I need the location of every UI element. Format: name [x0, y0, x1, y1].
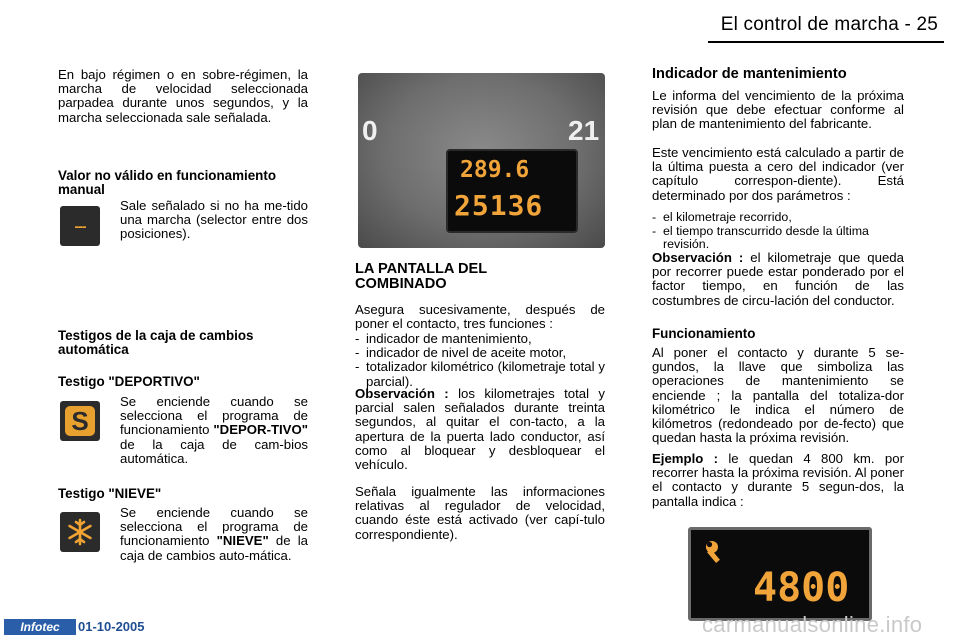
snowflake-icon [60, 512, 100, 552]
snow-text-a: Se enciende cuando se selecciona el programa de funcionamiento [120, 505, 308, 549]
invalid-gear-icon [60, 206, 100, 246]
example-label: Ejemplo : [652, 451, 719, 466]
section-heading: LA PANTALLA DEL COMBINADO [355, 261, 487, 292]
functioning-text: Al poner el contacto y durante 5 se-gundos, la llave que simboliza las operaciones de mantenimiento se enciende ; la pantalla del totaliza-dor kilométrico le indica el número de kilómetros (redondeado por de-fecto) que quedan hasta la próxima revisión. [652, 345, 904, 446]
list-item: - el kilometraje recorrido, [652, 211, 904, 225]
sport-text-a: Se enciende cuando se selecciona el programa de funcionamiento [120, 394, 308, 438]
page-title: El control de marcha - 25 [720, 14, 938, 35]
lcd-panel [446, 149, 578, 233]
obs-label: Observación : [355, 386, 449, 401]
col2-intro: Asegura sucesivamente, después de poner el contacto, tres funciones : [355, 302, 605, 332]
maintenance-display [688, 527, 872, 621]
parameters-list [652, 211, 904, 252]
wrench-icon [705, 540, 733, 566]
sport-mode-icon [60, 401, 100, 441]
list-item: - totalizador kilométrico (kilometraje total y parcial). [355, 360, 605, 388]
col2-observation [355, 387, 605, 472]
obs-text: el kilometraje que queda por recorrer puede estar ponderado por el factor tiempo, en función de las costumbres de circu-lación del conductor. [652, 250, 904, 308]
col1-intro: En bajo régimen o en sobre-régimen, la marcha de velocidad seleccionada parpadea durante unos segundos, y la marcha seleccionada sale señalada. [58, 67, 308, 125]
invalid-heading: Valor no válido en funcionamiento manual [58, 168, 276, 197]
col3-p2: Este vencimiento está calculado a partir de la última puesta a cero del indicador (ver capítulo correspon-diente). Está determinado por dos parámetros : [652, 145, 904, 203]
auto-heading: Testigos de la caja de cambios automática [58, 328, 254, 357]
sport-heading: Testigo "DEPORTIVO" [58, 374, 200, 389]
watermark: carmanualsonline.info [702, 612, 923, 637]
invalid-gear-icon-dashes: --- [74, 218, 86, 234]
sport-text [120, 395, 308, 466]
obs-label: Observación : [652, 250, 744, 265]
functioning-heading: Funcionamiento [652, 326, 756, 341]
snow-text-bold: "NIEVE" [216, 533, 269, 549]
obs-text: los kilometrajes total y parcial salen señalados durante treinta segundos, al quitar el con-tacto, a la apertura de la puerta lado conductor, así como al bloquear y desbloquear el vehículo. [355, 386, 606, 473]
list-item: - el tiempo transcurrido desde la última revisión. [652, 225, 904, 252]
col3-observation [652, 251, 904, 308]
invalid-text: Sale señalado si no ha me-tido una marcha (selector entre dos posiciones). [120, 198, 308, 242]
print-date: 01-10-2005 [78, 619, 145, 634]
lcd-trip: 289.6 [460, 157, 530, 183]
example-text [652, 452, 904, 509]
snow-heading: Testigo "NIEVE" [58, 486, 162, 501]
example-body: le quedan 4 800 km. por recorrer hasta la próxima revisión. Al poner el contacto y durante 5 segun-dos, la pantalla indica : [652, 451, 904, 509]
snowflake-icon-svg [65, 517, 95, 547]
sport-text-bold: "DEPOR-TIVO" [213, 422, 308, 438]
functions-list [355, 332, 605, 389]
snow-text-b: de la caja de cambios auto-mática. [120, 533, 308, 563]
lcd-total: 25136 [454, 189, 544, 222]
col2-extra: Señala igualmente las informaciones relativas al regulador de velocidad, cuando éste está activado (ver capí-tulo correspondiente). [355, 484, 605, 542]
list-item: - indicador de mantenimiento, [355, 332, 605, 346]
maintenance-heading: Indicador de mantenimiento [652, 66, 847, 82]
sport-text-b: de la caja de cam-bios automática. [120, 436, 308, 466]
instrument-display-photo [358, 73, 605, 248]
col3-p1: Le informa del vencimiento de la próxima revisión que debe efectuar conforme al plan de mantenimiento del fabricante. [652, 88, 904, 132]
snow-text [120, 506, 308, 563]
dial-mark-right: 21 [568, 115, 600, 146]
maintenance-km-readout: 4800 [753, 565, 850, 611]
infotec-logo: Infotec [4, 619, 76, 635]
dial-mark-left: 0 [362, 115, 378, 146]
sport-mode-letter: S [65, 406, 95, 436]
list-item: - indicador de nivel de aceite motor, [355, 346, 605, 360]
header-rule [708, 41, 944, 43]
